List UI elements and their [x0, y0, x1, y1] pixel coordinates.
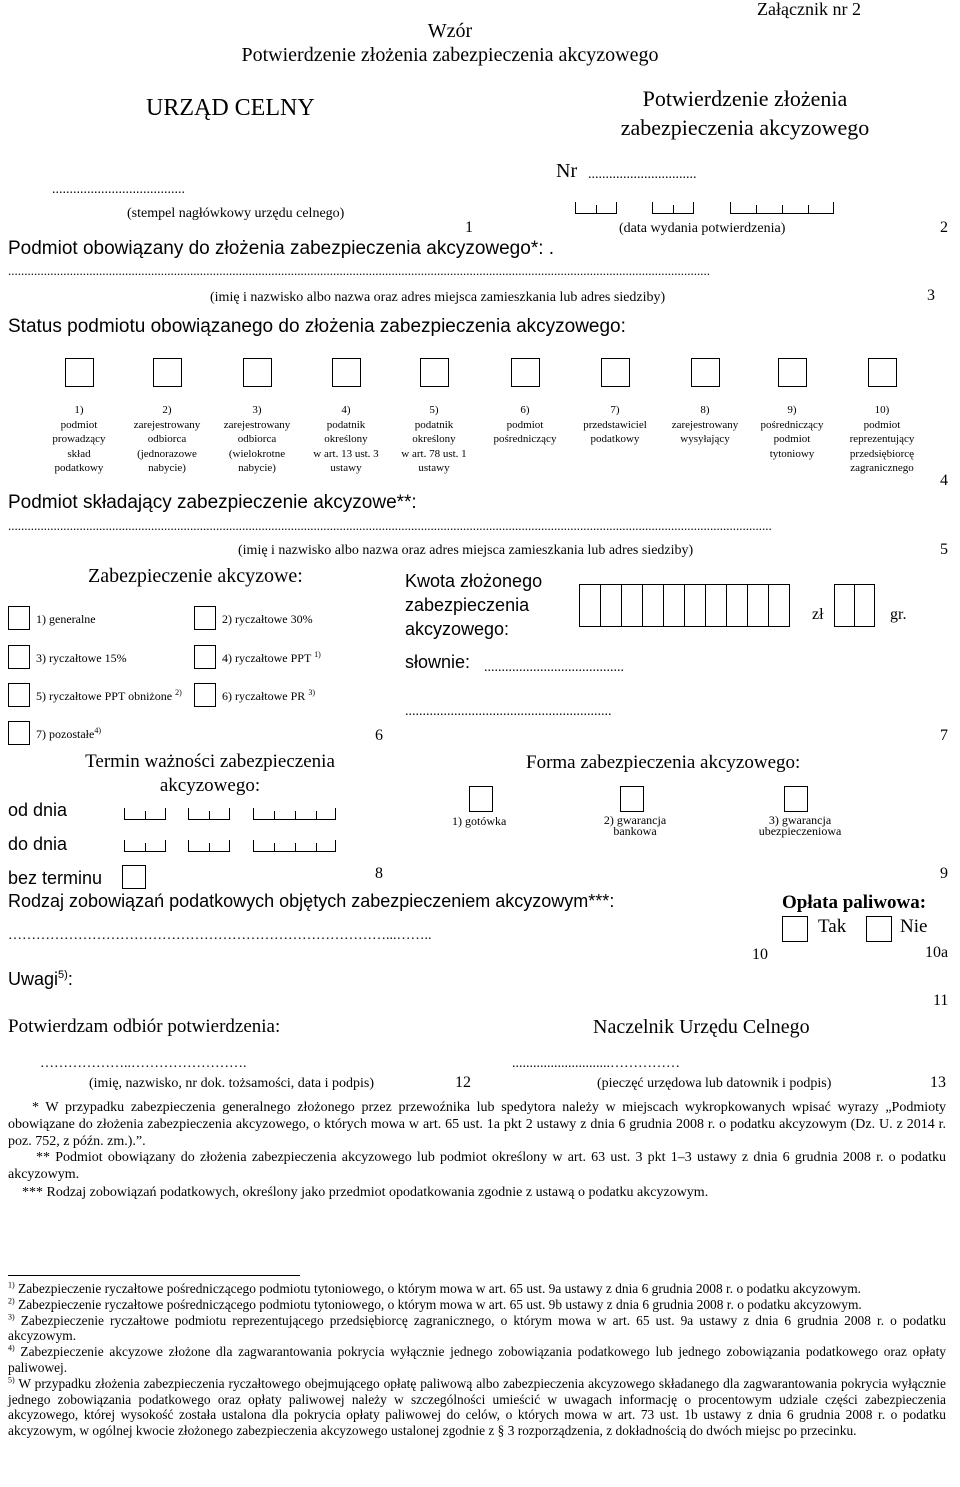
footnote	[8, 1297, 946, 1313]
field-number-10a: 10a	[925, 944, 949, 961]
status-checkbox-10[interactable]	[868, 358, 897, 387]
footnote	[8, 1376, 946, 1439]
validity-heading-1: Termin ważności zabezpieczenia	[85, 751, 335, 772]
footnote-text: Zabezpieczenie ryczałtowe pośredniczącego podmiotu tytoniowego, o którym mowa w art. 65 ust. 9a ustawy z dnia 6 grudnia 2008 r. o podatku akcyzowym.	[14, 1281, 862, 1296]
status-option-label-9: 9) pośredniczący podmiot tytoniowy	[760, 404, 824, 460]
submitter-caption: (imię i nazwisko albo nazwa oraz adres miejsca zamieszkania lub adres siedziby)	[238, 543, 694, 558]
submitter-label: Podmiot składający zabezpieczenie akcyzowe**:	[8, 492, 417, 513]
grosz-box-2[interactable]	[854, 584, 875, 627]
grosz-box-1[interactable]	[834, 584, 855, 627]
label-other: 7) pozostałe$^{4)}$	[36, 726, 101, 741]
fuel-no-label: Nie	[900, 916, 928, 937]
obligations-field[interactable]: ………………………………………………………………………...……..	[8, 928, 432, 943]
footnote	[8, 1313, 946, 1345]
label-cash: 1) gotówka	[452, 814, 507, 828]
checkbox-lump-ppt-reduced[interactable]	[8, 683, 30, 707]
field-number-7: 7	[940, 727, 948, 744]
status-checkbox-8[interactable]	[691, 358, 720, 387]
valid-from-day-boxes[interactable]	[124, 808, 166, 820]
status-option-label-1: 1) podmiot prowadzący skład podatkowy	[52, 404, 106, 474]
confirmation-title-1: Potwierdzenie złożenia	[642, 86, 848, 111]
field-number-13: 13	[930, 1074, 946, 1091]
obligations-heading: Rodzaj zobowiązań podatkowych objętych zabezpieczeniem akcyzowym***:	[8, 891, 615, 911]
status-checkbox-3[interactable]	[243, 358, 272, 387]
amount-label-1: Kwota złożonego	[405, 571, 543, 591]
obliged-label: Podmiot obowiązany do złożenia zabezpieczenia akcyzowego*: .	[8, 238, 555, 259]
footnote-text: Zabezpieczenie ryczałtowe podmiotu reprezentującego przedsiębiorcę zagranicznego, o którym mowa w art. 65 ust. 9a ustawy z dnia 6 grudnia 2008 r. o podatku akcyzowym.	[8, 1312, 946, 1344]
valid-from-label: od dnia	[8, 800, 68, 820]
chief-signature-field[interactable]: ............................……………	[512, 1056, 680, 1071]
status-checkbox-4[interactable]	[332, 358, 361, 387]
receipt-heading: Potwierdzam odbiór potwierdzenia:	[8, 1016, 281, 1037]
label-insurance-guarantee: 3) gwarancja ubezpieczeniowa	[758, 813, 842, 838]
issue-year-boxes[interactable]	[730, 202, 834, 214]
footnote-mark: 4)	[8, 1343, 15, 1353]
validity-heading-2: akcyzowego:	[159, 775, 261, 796]
amount-words-field-2[interactable]: ...........................................................	[405, 704, 612, 719]
stamp-dots: ......................................	[52, 182, 185, 197]
amount-words-field[interactable]: ........................................	[484, 660, 624, 675]
footnote-separator	[8, 1275, 300, 1276]
field-number-12: 12	[455, 1074, 471, 1091]
issue-day-boxes[interactable]	[575, 202, 617, 214]
field-number-10: 10	[752, 946, 768, 963]
date-caption: (data wydania potwierdzenia)	[619, 221, 786, 236]
field-number-11: 11	[933, 992, 949, 1009]
obliged-field[interactable]: ........................................................................................................................................................................................................................	[8, 263, 710, 278]
confirmation-title-2: zabezpieczenia akcyzowego	[620, 115, 870, 140]
status-option-label-5: 5) podatnik określony w art. 78 ust. 1 ustawy	[401, 404, 467, 474]
checkbox-other[interactable]	[8, 721, 30, 745]
status-option-label-10: 10) podmiot reprezentujący przedsiębiorcę zagranicznego	[849, 404, 915, 474]
status-checkbox-5[interactable]	[420, 358, 449, 387]
status-checkbox-1[interactable]	[65, 358, 94, 387]
status-option-label-7: 7) przedstawiciel podatkowy	[583, 404, 647, 445]
footnote-mark: 1)	[8, 1280, 15, 1290]
checkbox-general[interactable]	[8, 606, 30, 630]
amount-label-2: zabezpieczenia	[405, 595, 530, 615]
amount-digit-box[interactable]	[600, 584, 622, 627]
attachment-label: Załącznik nr 2	[757, 0, 861, 19]
amount-digit-box[interactable]	[684, 584, 706, 627]
security-type-heading: Zabezpieczenie akcyzowe:	[88, 565, 303, 587]
field-number-6: 6	[375, 727, 383, 744]
label-lump-30: 2) ryczałtowe 30%	[222, 612, 313, 626]
footnote-text: Zabezpieczenie akcyzowe złożone dla zagwarantowania pokrycia wyłącznie jednego zobowiązania podatkowego lub jednego zobowiązania podatkowego oraz opłaty paliwowej.	[8, 1344, 946, 1375]
nr-label: Nr	[556, 160, 578, 182]
valid-to-day-boxes[interactable]	[124, 840, 166, 852]
note-3: *** Rodzaj zobowiązań podatkowych, określony jako przedmiot opodatkowania zgodnie z ustawą o podatku akcyzowym.	[22, 1185, 709, 1200]
footnote-mark: 5)	[8, 1375, 15, 1385]
label-lump-15: 3) ryczałtowe 15%	[36, 651, 127, 665]
submitter-field[interactable]: ...........................................................................................................................................................................................................................................	[8, 518, 772, 533]
label-lump-ppt-reduced: 5) ryczałtowe PPT obniżone $^{2)}$	[36, 688, 182, 703]
checkbox-fuel-yes[interactable]	[782, 916, 808, 942]
checkbox-lump-ppt[interactable]	[194, 645, 216, 669]
footnote-mark: 3)	[8, 1312, 15, 1322]
fuel-heading: Opłata paliwowa:	[782, 892, 927, 913]
wzor-label: Wzór	[427, 20, 473, 42]
issue-month-boxes[interactable]	[652, 202, 694, 214]
status-option-label-3: 3) zarejestrowany odbiorca (wielokrotne nabycie)	[223, 404, 291, 474]
footnote-text: W przypadku złożenia zabezpieczenia ryczałtowego obejmującego opłatę paliwową albo zabezpieczenia akcyzowego składanego dla zagwarantowania pokrycia wyłącznie jednego zobowiązania podatkowego oraz opłaty paliwowej należy w szczególności umieścić w uwagach informację o procentowym udziale części zabezpieczenia akcyzowego, której wysokość została ustalona dla pokrycia opłaty paliwowej do celów, o których mowa w art. 73 ust. 1b ustawy z dnia 6 grudnia 2008 r. o podatku akcyzowym, w ogólnej kwocie złożonego zabezpieczenia akcyzowego ustalonej zgodnie z § 3 rozporządzenia, z dokładnością do dwóch miejsc po przecinku.	[8, 1375, 946, 1439]
chief-heading: Naczelnik Urzędu Celnego	[593, 1016, 810, 1038]
checkbox-cash[interactable]	[469, 786, 493, 812]
field-number-4: 4	[940, 472, 948, 489]
label-bank-guarantee: 2) gwarancja bankowa	[603, 813, 667, 838]
amount-digit-box[interactable]	[747, 584, 769, 627]
field-number-9: 9	[940, 865, 948, 882]
footnote-mark: 2)	[8, 1296, 15, 1306]
receipt-signature-field[interactable]: ………………..…………………….	[40, 1056, 247, 1071]
checkbox-lump-30[interactable]	[194, 606, 216, 630]
checkbox-lump-15[interactable]	[8, 645, 30, 669]
label-general: 1) generalne	[36, 612, 96, 626]
note-1: * W przypadku zabezpieczenia generalnego złożonego przez przewoźnika lub spedytora należy w miejscach wykropkowanych wpisać wyrazy „Podmioty obowiązane do złożenia zabezpieczenia akcyzowego, o których mowa w art. 65 ust. 1a pkt 2 ustawy z dnia 6 grudnia 2008 r. o podatku akcyzowym (Dz. U. z 2014 r. poz. 752, z późn. zm.).”.	[8, 1100, 946, 1150]
checkbox-fuel-no[interactable]	[866, 916, 892, 942]
field-number-8: 8	[375, 865, 383, 882]
form-title: Potwierdzenie złożenia zabezpieczenia akcyzowego	[241, 44, 659, 66]
obliged-caption: (imię i nazwisko albo nazwa oraz adres miejsca zamieszkania lub adres siedziby)	[210, 290, 666, 305]
status-heading: Status podmiotu obowiązanego do złożenia zabezpieczenia akcyzowego:	[8, 316, 626, 337]
note-2: ** Podmiot obowiązany do złożenia zabezpieczenia akcyzowego lub podmiot określony w art. 63 ust. 3 pkt 1–3 ustawy z dnia 6 grudnia 2008 r. o podatku akcyzowym.	[8, 1150, 946, 1183]
nr-value[interactable]: ...............................	[588, 167, 697, 182]
amount-digit-box[interactable]	[663, 584, 685, 627]
label-lump-pr: 6) ryczałtowe PR $^{3)}$	[222, 688, 315, 703]
amount-digit-box[interactable]	[642, 584, 664, 627]
form-heading: Forma zabezpieczenia akcyzowego:	[526, 752, 801, 773]
status-checkbox-6[interactable]	[511, 358, 540, 387]
amount-digit-box[interactable]	[621, 584, 643, 627]
checkbox-bank-guarantee[interactable]	[620, 786, 644, 812]
checkbox-lump-pr[interactable]	[194, 683, 216, 707]
currency-zl: zł	[812, 606, 824, 623]
receipt-caption: (imię, nazwisko, nr dok. tożsamości, data i podpis)	[89, 1076, 374, 1091]
field-number-1: 1	[465, 219, 473, 236]
status-checkbox-2[interactable]	[153, 358, 182, 387]
valid-to-year-boxes[interactable]	[253, 840, 336, 852]
footnote-text: Zabezpieczenie ryczałtowe pośredniczącego podmiotu tytoniowego, o którym mowa w art. 65 ust. 9b ustawy z dnia 6 grudnia 2008 r. o podatku akcyzowym.	[14, 1296, 862, 1312]
status-option-label-6: 6) podmiot pośredniczący	[493, 404, 557, 445]
status-option-label-4: 4) podatnik określony w art. 13 ust. 3 ustawy	[313, 404, 379, 474]
valid-from-year-boxes[interactable]	[253, 808, 336, 820]
checkbox-no-term[interactable]	[122, 865, 146, 889]
field-number-3: 3	[927, 287, 935, 304]
remarks-label: Uwagi$^{5)}$:	[8, 969, 73, 989]
status-checkbox-9[interactable]	[778, 358, 807, 387]
amount-digit-box[interactable]	[579, 584, 601, 627]
field-number-2: 2	[940, 219, 948, 236]
amount-digit-box[interactable]	[705, 584, 727, 627]
no-term-label: bez terminu	[8, 868, 103, 888]
valid-to-label: do dnia	[8, 834, 68, 854]
office-title: URZĄD CELNY	[146, 95, 315, 121]
field-number-5: 5	[940, 541, 948, 558]
checkbox-insurance-guarantee[interactable]	[784, 786, 808, 812]
amount-words-label: słownie:	[405, 652, 471, 672]
label-lump-ppt: 4) ryczałtowe PPT $^{1)}$	[222, 650, 321, 665]
status-checkbox-7[interactable]	[601, 358, 630, 387]
status-option-label-8: 8) zarejestrowany wysyłający	[671, 404, 739, 445]
valid-to-month-boxes[interactable]	[188, 840, 230, 852]
currency-gr: gr.	[890, 606, 907, 623]
amount-label-3: akcyzowego:	[405, 619, 510, 639]
footnote	[8, 1344, 946, 1376]
footnotes	[8, 1281, 946, 1439]
amount-digit-box[interactable]	[768, 584, 790, 627]
chief-caption: (pieczęć urzędowa lub datownik i podpis)	[597, 1076, 832, 1091]
fuel-yes-label: Tak	[818, 916, 847, 937]
footnote	[8, 1281, 946, 1297]
amount-digit-box[interactable]	[726, 584, 748, 627]
stamp-caption: (stempel nagłówkowy urzędu celnego)	[127, 206, 345, 221]
valid-from-month-boxes[interactable]	[188, 808, 230, 820]
status-option-label-2: 2) zarejestrowany odbiorca (jednorazowe nabycie)	[133, 404, 201, 474]
